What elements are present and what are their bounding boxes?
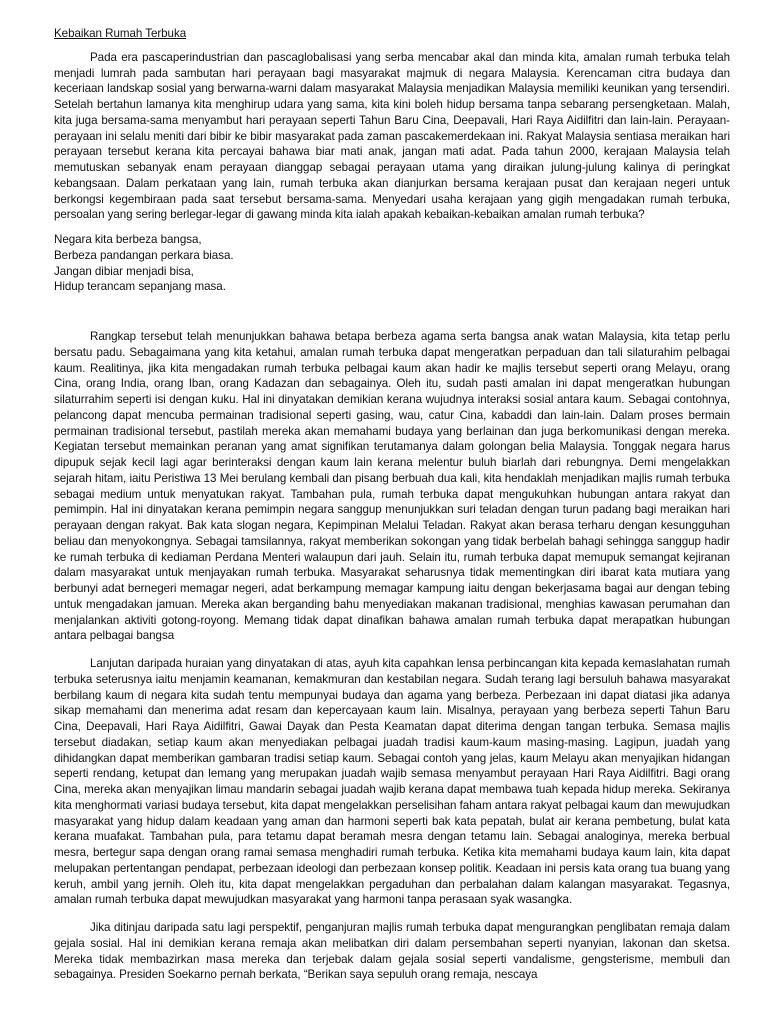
paragraph-harmony: Lanjutan daripada huraian yang dinyatakan di atas, ayuh kita capahkan lensa perbincangan kita kepada kemaslahatan rumah terbuka seterusnya iaitu menjamin keamanan, kemakmuran dan kestabilan negara. Sudah terang lagi bersuluh bahawa masyarakat berbilang kaum di negara kita sudah tentu mempunyai budaya dan agama yang berbeza. Perbezaan ini dapat diatasi jika adanya sikap memahami dan menerima adat resam dan kepercayaan kaum lain. Misalnya, perayaan yang berbeza seperti Tahun Baru Cina, Deepavali, Hari Raya Aidilfitri, Gawai Dayak dan Pesta Keamatan dapat diterima dengan tangan terbuka. Semasa majlis tersebut diadakan, setiap kaum akan menyediakan pelbagai juadah tradisi kaum-kaum masing-masing. Lagipun, juadah yang dihidangkan dapat memberikan gambaran tradisi setiap kaum. Sebagai contoh yang jelas, kaum Melayu akan menyajikan hidangan seperti rendang, ketupat dan lemang yang merupakan juadah wajib semasa menyambut perayaan Hari Raya Aidilfitri. Bagi orang Cina, mereka akan menyajikan limau mandarin sebagai juadah wajib kerana dapat membawa tuah kepada hidup mereka. Sekiranya kita menghormati variasi budaya tersebut, kita dapat mengelakkan perselisihan faham antara rakyat pelbagai kaum dan mewujudkan masyarakat yang hidup dalam keadaan yang aman dan harmoni seperti bak kata pepatah, bulat air kerana pembetung, bulat kata kerana muafakat. Tambahan pula, para tetamu dapat beramah mesra dengan tetamu lain. Sebagai analoginya, mereka berbual mesra, bertegur sapa dengan orang ramai semasa menghadiri rumah terbuka. Ketika kita memahami budaya kaum lain, kita dapat melupakan pertentangan pendapat, perbezaan ideologi dan perbezaan konsep politik. Keadaan ini persis kata orang tua buang yang keruh, ambil yang jernih. Oleh itu, kita dapat mengelakkan pergaduhan dan perbalahan dalam kalangan masyarakat. Tegasnya, amalan rumah terbuka dapat mewujudkan masyarakat yang harmoni tanpa perasaan syak wasangka. bbox=[54, 657, 730, 907]
poem-line: Negara kita berbeza bangsa, bbox=[54, 233, 202, 246]
poem-line: Berbeza pandangan perkara biasa. bbox=[54, 248, 234, 262]
poem-line: Hidup terancam sepanjang masa. bbox=[54, 280, 226, 294]
poem-line: Jangan dibiar menjadi bisa, bbox=[54, 264, 194, 278]
paragraph-intro: Pada era pascaperindustrian dan pascaglobalisasi yang serba mencabar akal dan minda kita, amalan rumah terbuka telah menjadi lumrah pada sambutan hari perayaan bagi masyarakat majmuk di negara Malaysia. Kerencaman citra budaya dan keceriaan landskap sosial yang berwarna-warni dalam masyarakat Malaysia menjadikan Malaysia memiliki keunikan yang tersendiri. Setelah bertahun lamanya kita menghirup udara yang sama, kita kini boleh hidup bersama tanpa sebarang persengketaan. Malah, kita juga bersama-sama menyambut hari perayaan seperti Tahun Baru Cina, Deepavali, Hari Raya Aidilfitri dan lain-lain. Perayaan-perayaan ini selalu meniti dari bibir ke bibir masyarakat pada zaman pascakemerdekaan ini. Rakyat Malaysia sentiasa meraikan hari perayaan tersebut kerana kita percayai bahawa biar mati anak, jangan mati adat. Pada tahun 2000, kerajaan Malaysia telah memutuskan sebanyak enam perayaan dianggap sebagai perayaan utama yang diraikan julung-julung kalinya di peringkat kebangsaan. Dalam perkataan yang lain, rumah terbuka akan dianjurkan bersama kerajaan pusat dan kerajaan negeri untuk berkongsi kegembiraan pada saat tersebut bersama-sama. Menyedari usaha kerajaan yang gigih mengadakan rumah terbuka, persoalan yang sering berlegar-legar di gawang minda kita ialah apakah kebaikan-kebaikan amalan rumah terbuka? bbox=[54, 50, 730, 222]
document-title: Kebaikan Rumah Terbuka bbox=[54, 27, 187, 40]
document-page bbox=[54, 26, 730, 983]
poem-stanza bbox=[54, 232, 730, 295]
paragraph-unity: Rangkap tersebut telah menunjukkan bahawa betapa berbeza agama serta bangsa anak watan Malaysia, kita tetap perlu bersatu padu. Sebagaimana yang kita ketahui, amalan rumah terbuka dapat mengeratkan perpaduan dan tali silaturahim pelbagai kaum. Realitinya, jika kita mengadakan rumah terbuka pelbagai kaum akan hadir ke majlis tersebut seperti orang Melayu, orang Cina, orang India, orang Iban, orang Kadazan dan sebagainya. Oleh itu, sudah pasti amalan ini dapat mengeratkan hubungan silaturrahim seperti isi dengan kuku. Hal ini dinyatakan demikian kerana wujudnya interaksi sosial antara kaum. Sebagai contohnya, pelancong dapat mencuba permainan tradisional seperti gasing, wau, catur Cina, kabaddi dan lain-lain. Dalam proses bermain permainan tradisional tersebut, pastilah mereka akan memahami budaya yang berlainan dan juga berkomunikasi dengan mereka. Kegiatan tersebut memainkan peranan yang amat signifikan terutamanya dalam golongan belia Malaysia. Tonggak negara harus dipupuk sejak kecil lagi agar berinteraksi dengan kaum lain kerana melentur buluh biarlah dari rebungnya. Demi mengelakkan sejarah hitam, iaitu Peristiwa 13 Mei berulang kembali dan pisang berbuah dua kali, kita hendaklah menjadikan majlis rumah terbuka sebagai medium untuk menyatukan rakyat. Tambahan pula, rumah terbuka dapat mengukuhkan hubungan antara rakyat dan pemimpin. Hal ini dinyatakan kerana pemimpin negara sanggup menunjukkan suri teladan dengan turun padang bagi meraikan hari perayaan dengan rakyat. Bak kata slogan negara, Kepimpinan Melalui Teladan. Rakyat akan berasa terharu dengan kesungguhan beliau dan menyokongnya. Sebagai tamsilannya, rakyat memberikan sokongan yang tidak berbelah bahagi sehingga sanggup hadir ke rumah terbuka di kediaman Perdana Menteri walaupun dari jauh. Selain itu, rumah terbuka dapat memupuk semangat kejiranan dalam masyarakat untuk menjayakan rumah terbuka. Masyarakat seharusnya tidak mementingkan diri ibarat kata mutiara yang berbunyi adat bernegeri memagar negeri, adat berkampung memagar kampung iaitu dengan bekerjasama bagai aur dengan tebing untuk mengadakan jamuan. Mereka akan berganding bahu menyediakan makanan tradisional, menghias kawasan perumahan dan menjalankan aktiviti gotong-royong. Memang tidak dapat dinafikan bahawa amalan rumah terbuka dapat merapatkan hubungan antara pelbagai bangsa bbox=[54, 330, 730, 643]
paragraph-youth: Jika ditinjau daripada satu lagi perspektif, penganjuran majlis rumah terbuka dapat mengurangkan penglibatan remaja dalam gejala sosial. Hal ini demikian kerana remaja akan melibatkan diri dalam persembahan seperti nyanyian, lakonan dan sketsa. Mereka tidak membazirkan masa mereka dan terjebak dalam gejala sosial seperti vandalisme, gengsterisme, membuli dan sebagainya. Presiden Soekarno pernah berkata, “Berikan saya sepuluh orang remaja, nescaya bbox=[54, 921, 730, 982]
